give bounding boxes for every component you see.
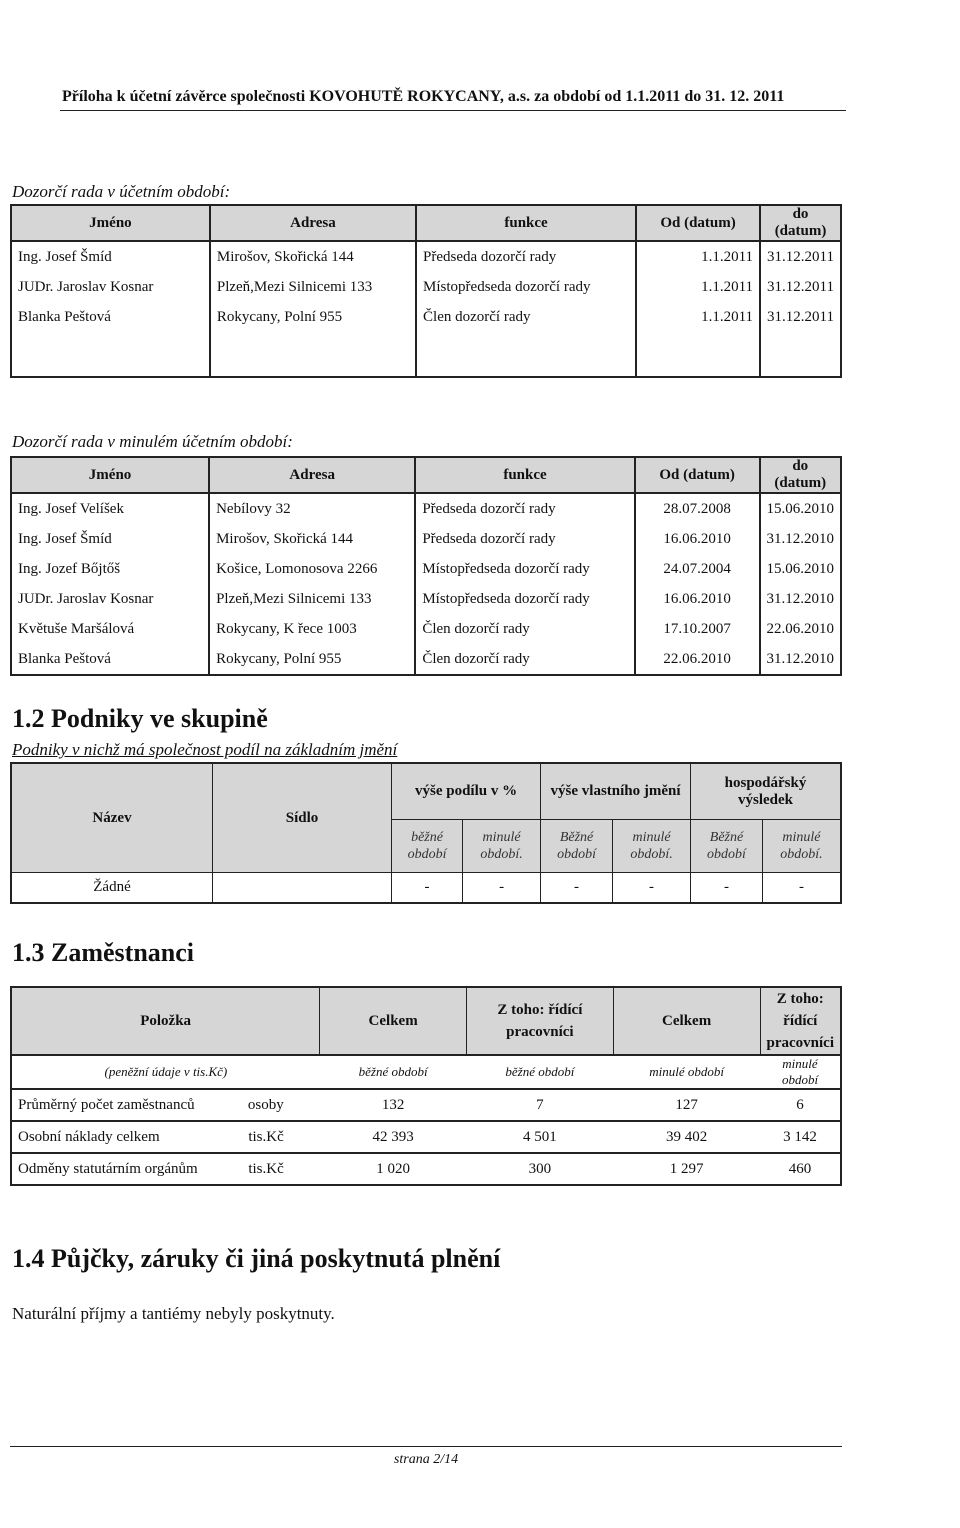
- subheader-current: běžné období: [392, 820, 463, 873]
- col-header-managers-previous: Z toho: řídící pracovníci: [760, 987, 841, 1055]
- empty-row: [11, 332, 841, 377]
- period-label: běžné období: [320, 1055, 467, 1089]
- table-row: [11, 1121, 841, 1153]
- units-note: (peněžní údaje v tis.Kč): [11, 1055, 320, 1089]
- cell-function: Místopředseda dozorčí rady: [416, 272, 636, 302]
- col-header-function: funkce: [416, 205, 636, 241]
- col-header-address: Adresa: [209, 457, 415, 493]
- col-header-from: Od (datum): [636, 205, 760, 241]
- cell-company-name: Žádné: [11, 873, 213, 903]
- cell-address: Košice, Lomonosova 2266: [209, 554, 415, 584]
- cell-value: 7: [466, 1089, 613, 1121]
- period-label: minulé období: [613, 1055, 760, 1089]
- col-header-from: Od (datum): [635, 457, 760, 493]
- col-header-item: Položka: [11, 987, 320, 1055]
- item-label: Odměny statutárním orgánům: [18, 1160, 198, 1177]
- table-row: [11, 644, 841, 675]
- cell-address: Nebílovy 32: [209, 493, 415, 524]
- item-label: Osobní náklady celkem: [18, 1128, 160, 1145]
- cell-from: 24.07.2004: [635, 554, 760, 584]
- cell-value: 3 142: [760, 1121, 841, 1153]
- cell-to: 31.12.2010: [760, 644, 842, 675]
- cell-address: Plzeň,Mezi Silnicemi 133: [210, 272, 416, 302]
- cell-value: 6: [760, 1089, 841, 1121]
- group-caption: Podniky v nichž má společnost podíl na základním jmění: [12, 740, 398, 759]
- col-header-company-name: Název: [11, 763, 213, 873]
- col-header-seat: Sídlo: [213, 763, 392, 873]
- table-header-row: [11, 457, 841, 493]
- cell-from: 16.06.2010: [635, 524, 760, 554]
- cell-to: 31.12.2011: [760, 241, 841, 272]
- cell-value: 1 297: [613, 1153, 760, 1185]
- section-heading-1-2: 1.2 Podniky ve skupině: [12, 704, 268, 733]
- col-header-total-previous: Celkem: [613, 987, 760, 1055]
- cell-value: 4 501: [466, 1121, 613, 1153]
- table-row: [11, 873, 841, 903]
- cell-name: JUDr. Jaroslav Kosnar: [18, 278, 154, 295]
- cell-value: 39 402: [613, 1121, 760, 1153]
- cell-value: 460: [760, 1153, 841, 1185]
- cell-name: JUDr. Jaroslav Kosnar: [18, 590, 154, 607]
- cell-function: Předseda dozorčí rady: [415, 524, 634, 554]
- table-row: [11, 272, 841, 302]
- cell-function: Místopředseda dozorčí rady: [415, 554, 634, 584]
- period-label: běžné období: [466, 1055, 613, 1089]
- employees-table: [10, 986, 842, 1186]
- cell-value: -: [463, 873, 541, 903]
- cell-to: 31.12.2011: [760, 302, 841, 332]
- cell-function: Člen dozorčí rady: [415, 614, 634, 644]
- cell-value: 132: [320, 1089, 467, 1121]
- cell-address: Plzeň,Mezi Silnicemi 133: [209, 584, 415, 614]
- board-previous-table: [10, 456, 842, 676]
- cell-value: 1 020: [320, 1153, 467, 1185]
- cell-item: [11, 1121, 320, 1153]
- page-number: strana 2/14: [393, 1452, 459, 1467]
- cell-name: Květuše Maršálová: [18, 620, 135, 637]
- cell-to: 22.06.2010: [760, 614, 842, 644]
- subheader-current: Běžné období: [691, 820, 763, 873]
- cell-name: Blanka Peštová: [18, 650, 111, 667]
- col-header-to: do (datum): [760, 457, 842, 493]
- cell-to: 15.06.2010: [760, 493, 842, 524]
- table-header-row: [11, 763, 841, 820]
- col-header-name: Jméno: [11, 457, 209, 493]
- cell-value: -: [392, 873, 463, 903]
- table-row: [11, 241, 841, 272]
- cell-to: 31.12.2011: [760, 272, 841, 302]
- cell-from: 1.1.2011: [636, 302, 760, 332]
- document-header: Příloha k účetní závěrce společnosti KOVOHUTĚ ROKYCANY, a.s. za období od 1.1.2011 do 31. 12. 2011: [62, 88, 785, 105]
- cell-address: Rokycany, K řece 1003: [209, 614, 415, 644]
- cell-function: Předseda dozorčí rady: [416, 241, 636, 272]
- section-heading-1-3: 1.3 Zaměstnanci: [12, 938, 194, 967]
- cell-value: -: [613, 873, 691, 903]
- cell-function: Člen dozorčí rady: [416, 302, 636, 332]
- header-rule: [60, 110, 846, 111]
- cell-value: 300: [466, 1153, 613, 1185]
- cell-from: 1.1.2011: [636, 272, 760, 302]
- subheader-current: Běžné období: [541, 820, 613, 873]
- cell-name: Ing. Jozef Bőjtőš: [18, 560, 121, 577]
- cell-name: Ing. Josef Šmíd: [18, 530, 112, 547]
- cell-value: -: [762, 873, 841, 903]
- cell-from: 1.1.2011: [636, 241, 760, 272]
- table-header-row: [11, 205, 841, 241]
- cell-value: 42 393: [320, 1121, 467, 1153]
- table-header-row: [11, 987, 841, 1055]
- cell-address: Mirošov, Skořická 144: [210, 241, 416, 272]
- cell-to: 31.12.2010: [760, 524, 842, 554]
- subheader-previous: minulé období.: [463, 820, 541, 873]
- table-row: [11, 614, 841, 644]
- cell-name: Ing. Josef Šmíd: [18, 248, 112, 265]
- cell-address: Rokycany, Polní 955: [209, 644, 415, 675]
- board-current-caption: Dozorčí rada v účetním období:: [12, 182, 231, 201]
- section-1-4-text: Naturální příjmy a tantiémy nebyly poskytnuty.: [12, 1304, 335, 1323]
- cell-function: Místopředseda dozorčí rady: [415, 584, 634, 614]
- item-unit: osoby: [247, 1096, 284, 1113]
- cell-function: Člen dozorčí rady: [415, 644, 634, 675]
- item-unit: tis.Kč: [248, 1128, 284, 1145]
- col-group-share: výše podílu v %: [392, 763, 541, 820]
- section-heading-1-4: 1.4 Půjčky, záruky či jiná poskytnutá plnění: [12, 1244, 501, 1273]
- period-label: minulé období: [760, 1055, 841, 1089]
- col-header-total-current: Celkem: [320, 987, 467, 1055]
- cell-seat: [213, 873, 392, 903]
- cell-address: Rokycany, Polní 955: [210, 302, 416, 332]
- cell-from: 16.06.2010: [635, 584, 760, 614]
- item-unit: tis.Kč: [248, 1160, 284, 1177]
- table-row: [11, 524, 841, 554]
- col-group-equity: výše vlastního jmění: [541, 763, 691, 820]
- cell-function: Předseda dozorčí rady: [415, 493, 634, 524]
- cell-item: [11, 1089, 320, 1121]
- cell-value: 127: [613, 1089, 760, 1121]
- footer-rule: [10, 1446, 842, 1447]
- table-row: [11, 493, 841, 524]
- subheader-previous: minulé období.: [762, 820, 841, 873]
- cell-name: Blanka Peštová: [18, 308, 111, 325]
- col-header-to: do (datum): [760, 205, 841, 241]
- board-current-table: [10, 204, 842, 378]
- cell-item: [11, 1153, 320, 1185]
- cell-from: 22.06.2010: [635, 644, 760, 675]
- cell-value: -: [691, 873, 763, 903]
- table-row: [11, 1153, 841, 1185]
- col-header-name: Jméno: [11, 205, 210, 241]
- units-row: [11, 1055, 841, 1089]
- table-row: [11, 302, 841, 332]
- table-row: [11, 1089, 841, 1121]
- cell-address: Mirošov, Skořická 144: [209, 524, 415, 554]
- table-row: [11, 584, 841, 614]
- group-companies-table: [10, 762, 842, 904]
- col-header-address: Adresa: [210, 205, 416, 241]
- col-group-result: hospodářský výsledek: [691, 763, 841, 820]
- cell-to: 15.06.2010: [760, 554, 842, 584]
- board-previous-caption: Dozorčí rada v minulém účetním období:: [12, 432, 293, 451]
- cell-value: -: [541, 873, 613, 903]
- cell-name: Ing. Josef Velíšek: [18, 500, 124, 517]
- table-row: [11, 554, 841, 584]
- cell-to: 31.12.2010: [760, 584, 842, 614]
- item-label: Průměrný počet zaměstnanců: [18, 1096, 195, 1113]
- cell-from: 28.07.2008: [635, 493, 760, 524]
- col-header-function: funkce: [415, 457, 634, 493]
- cell-from: 17.10.2007: [635, 614, 760, 644]
- subheader-previous: minulé období.: [613, 820, 691, 873]
- col-header-managers-current: Z toho: řídící pracovníci: [466, 987, 613, 1055]
